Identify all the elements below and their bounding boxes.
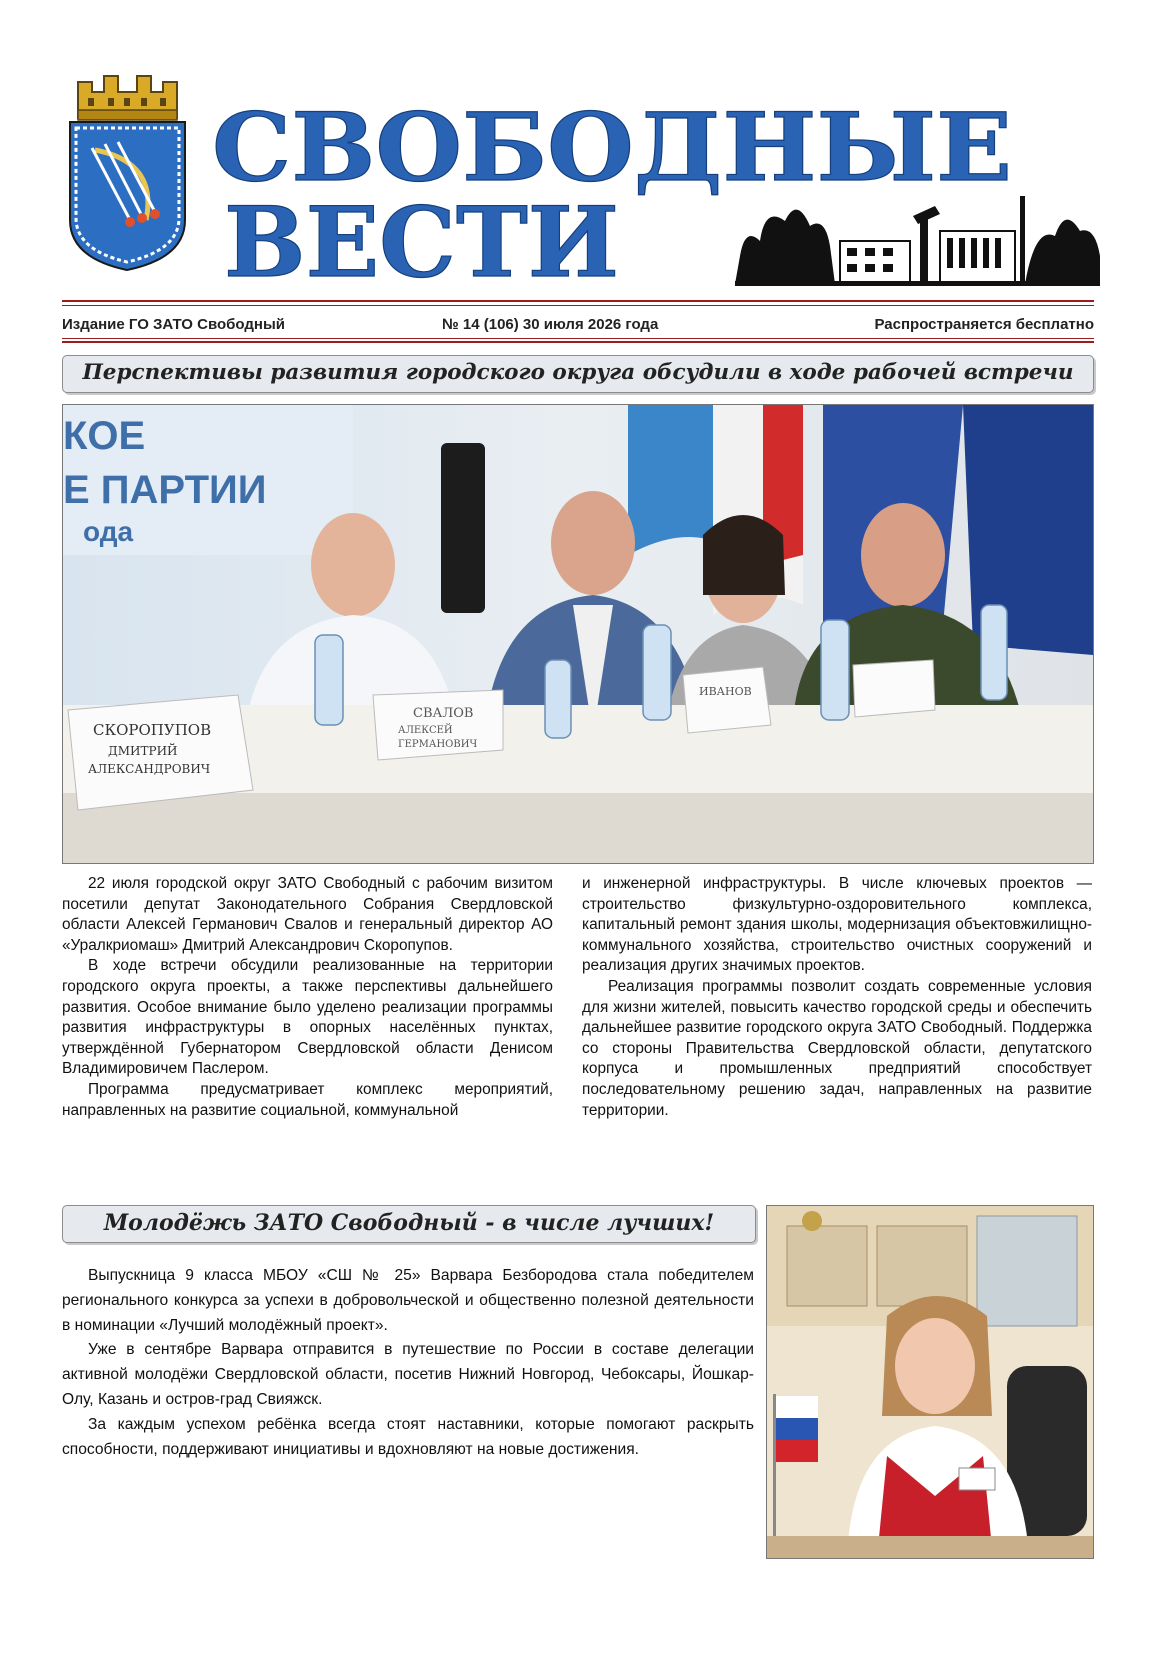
town-skyline-icon xyxy=(735,186,1100,286)
nameplate-4 xyxy=(853,660,935,717)
banner-line-3: ода xyxy=(83,516,134,547)
article2-headline-bar xyxy=(62,1205,756,1243)
article2-photo xyxy=(766,1205,1094,1559)
article1-headline-bar xyxy=(62,355,1094,393)
top-rule-thin xyxy=(62,305,1094,306)
svg-text:АЛЕКСЕЙ: АЛЕКСЕЙ xyxy=(398,725,453,736)
article2-column xyxy=(62,1264,754,1462)
top-rule xyxy=(62,300,1094,302)
svg-text:СВАЛОВ: СВАЛОВ xyxy=(413,706,474,721)
issue-number: № 14 (106) 30 июля 2026 года xyxy=(442,316,659,333)
article1-paragraph: Реализация программы позволит создать современные условия для жизни жителей, повысить качество городской среды и обеспечить дальнейшее развитие городского округа ЗАТО Свободный. Поддержка со стороны Правительства Свердловской области, депутатского корпуса и промышленных предприятий способствует последовательному решению задач, направленных на развитие территории. xyxy=(582,977,1092,1119)
article1-paragraph: и инженерной инфраструктуры. В числе ключевых проектов — строительство физкультурно-оздоровительного комплекса, капитальный ремонт здания школы, модернизация объектовжилищно-коммунального хозяйства, строительство очистных сооружений и реализация других значимых проектов. xyxy=(582,875,1092,975)
svg-text:ДМИТРИЙ: ДМИТРИЙ xyxy=(108,744,178,758)
distribution-label: Распространяется бесплатно xyxy=(874,316,1094,333)
meeting-photo-illustration xyxy=(63,405,1093,863)
bottom-rule xyxy=(62,341,1094,343)
nameplate-1 xyxy=(68,695,253,810)
article2-headline: Молодёжь ЗАТО Свободный - в числе лучших! xyxy=(103,1210,715,1236)
student-photo-illustration xyxy=(767,1206,1093,1558)
masthead-title-line1: СВОБОДНЫЕ xyxy=(212,98,1012,203)
article1-headline: Перспективы развития городского округа обсудили в ходе рабочей встречи xyxy=(82,360,1074,385)
svg-text:ГЕРМАНОВИЧ: ГЕРМАНОВИЧ xyxy=(398,739,478,750)
svg-text:АЛЕКСАНДРОВИЧ: АЛЕКСАНДРОВИЧ xyxy=(88,762,211,776)
article1-paragraph: В ходе встречи обсудили реализованные на территории городского округа проекты, а также перспективы дальнейшего развития. Особое внимание было уделено реализации программы развития инфраструктуры в опорных населённых пунктах, утверждённой Губернатором Свердловской области Денисом Владимировичем Паслером. xyxy=(62,957,553,1078)
masthead-title-line2: ВЕСТИ xyxy=(224,186,619,298)
article1-photo xyxy=(62,404,1094,864)
banner-line-2: Е ПАРТИИ xyxy=(63,468,267,512)
article2-paragraph: За каждым успехом ребёнка всегда стоят наставники, которые помогают раскрыть способности, поддерживают инициативы и вдохновляют на новые достижения. xyxy=(62,1415,754,1458)
svg-text:ИВАНОВ: ИВАНОВ xyxy=(699,685,752,698)
bottom-rule-thin xyxy=(62,338,1094,339)
nameplate-3 xyxy=(683,667,771,733)
article1-column-left xyxy=(62,874,553,1121)
article1-paragraph: Программа предусматривает комплекс мероприятий, направленных на развитие социальной, коммунальной xyxy=(62,1080,553,1119)
coat-of-arms-icon xyxy=(60,70,195,275)
nameplate-2 xyxy=(373,690,503,760)
article2-paragraph: Выпускница 9 класса МБОУ «СШ № 25» Варвара Безбородова стала победителем регионального конкурса за успехи в добровольческой и общественно полезной деятельности в номинации «Лучший молодёжный проект». xyxy=(62,1267,754,1334)
article2-paragraph: Уже в сентябре Варвара отправится в путешествие по России в составе делегации активной молодёжи Свердловской области, посетив Нижний Новгород, Чебоксары, Йошкар-Олу, Казань и остров-град Свияжск. xyxy=(62,1341,754,1408)
svg-text:СКОРОПУПОВ: СКОРОПУПОВ xyxy=(93,721,212,739)
article1-column-right xyxy=(582,874,1092,1121)
banner-line-1: КОЕ xyxy=(63,414,146,458)
article1-paragraph: 22 июля городской округ ЗАТО Свободный с рабочим визитом посетили депутат Законодательного Собрания Свердловской области Алексей Германович Свалов и генеральный директор АО «Уралкриомаш» Дмитрий Александрович Скоропупов. xyxy=(62,875,553,954)
publisher-label: Издание ГО ЗАТО Свободный xyxy=(62,316,286,333)
